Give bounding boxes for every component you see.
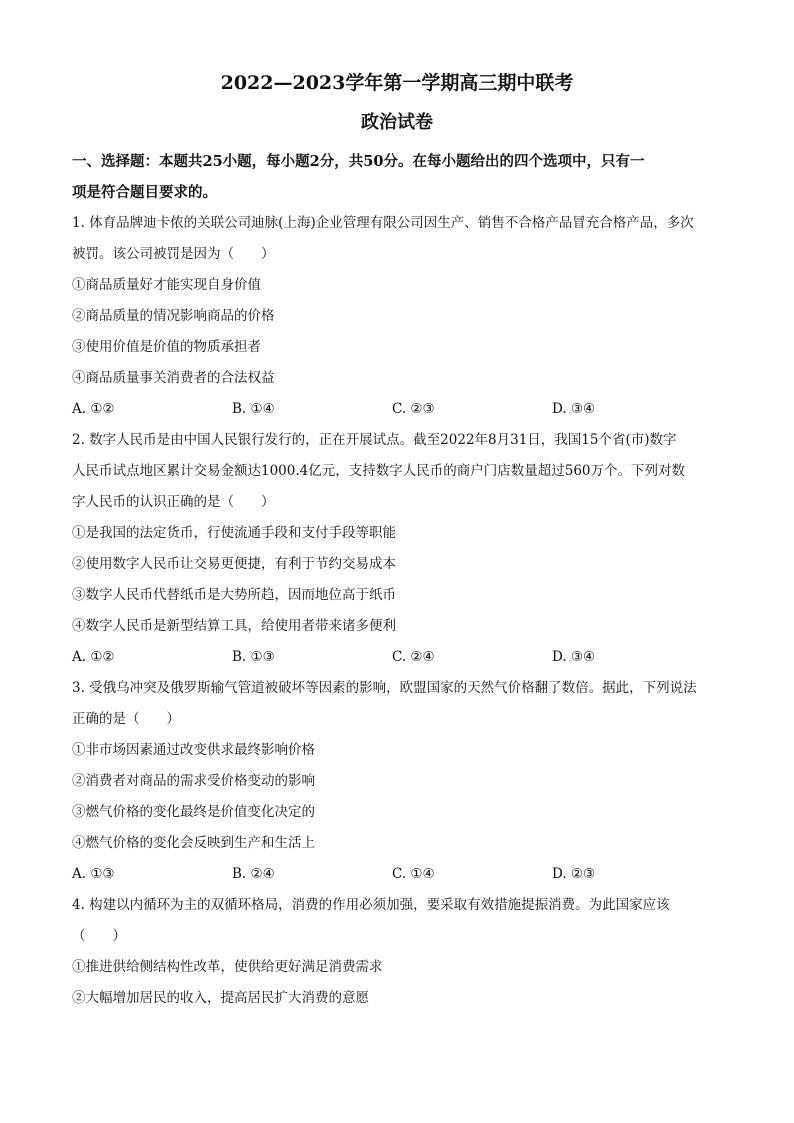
option-c: C. ②④: [392, 649, 435, 665]
option-c: C. ②③: [392, 401, 435, 417]
option-b: B. ①③: [232, 649, 275, 665]
option-d: D. ③④: [552, 401, 596, 417]
option-a: A. ①②: [72, 649, 115, 665]
question-stem-line: 字人民币的认识正确的是（ ）: [72, 494, 275, 510]
exam-title: 2022—2023学年第一学期高三期中联考: [220, 72, 574, 94]
option-d: D. ③④: [552, 649, 596, 665]
option-a: A. ①②: [72, 401, 115, 417]
question-3: [72, 673, 722, 890]
answer-options: [72, 394, 722, 425]
question-1: [72, 208, 722, 425]
question-stem-line: 2. 数字人民币是由中国人民银行发行的，正在开展试点。截至2022年8月31日，我国15个省(市)数字: [72, 432, 677, 448]
answer-options: [72, 859, 722, 890]
question-2: [72, 425, 722, 673]
question-stem-line: 3. 受俄乌冲突及俄罗斯输气管道被破坏等因素的影响，欧盟国家的天然气价格翻了数倍。据此，下列说法: [72, 680, 697, 696]
statement-item: ③使用价值是价值的物质承担者: [72, 339, 261, 355]
statement-item: ②大幅增加居民的收入，提高居民扩大消费的意愿: [72, 990, 369, 1006]
statement-item: ①商品质量好才能实现自身价值: [72, 277, 261, 293]
statement-item: ②消费者对商品的需求受价格变动的影响: [72, 773, 315, 789]
option-a: A. ①③: [72, 866, 115, 882]
statement-item: ④燃气价格的变化会反映到生产和生活上: [72, 835, 315, 851]
option-b: B. ②④: [232, 866, 275, 882]
answer-options: [72, 642, 722, 673]
question-stem-line: 4. 构建以内循环为主的双循环格局，消费的作用必须加强，要采取有效措施提振消费。为此国家应该: [72, 897, 670, 913]
question-stem-line: 正确的是（ ）: [72, 711, 180, 727]
statement-item: ①推进供给侧结构性改革，使供给更好满足消费需求: [72, 959, 383, 975]
statement-item: ②使用数字人民币让交易更便捷，有利于节约交易成本: [72, 556, 396, 572]
statement-item: ②商品质量的情况影响商品的价格: [72, 308, 275, 324]
section-heading-line-2: 项是符合题目要求的。: [72, 184, 217, 201]
question-4: [72, 890, 722, 1014]
section-heading-line-1: 一、选择题：本题共25小题，每小题2分，共50分。在每小题给出的四个选项中，只有一: [72, 153, 645, 170]
option-d: D. ②③: [552, 866, 596, 882]
option-c: C. ①④: [392, 866, 435, 882]
statement-item: ③数字人民币代替纸币是大势所趋，因而地位高于纸币: [72, 587, 396, 603]
statement-item: ①非市场因素通过改变供求最终影响价格: [72, 742, 315, 758]
statement-item: ③燃气价格的变化最终是价值变化决定的: [72, 804, 315, 820]
question-stem-line: 人民币试点地区累计交易金额达1000.4亿元，支持数字人民币的商户门店数量超过560万个。下列对数: [72, 463, 686, 479]
statement-item: ④数字人民币是新型结算工具，给使用者带来诸多便利: [72, 618, 396, 634]
question-stem-line: （ ）: [72, 928, 126, 944]
statement-item: ④商品质量事关消费者的合法权益: [72, 370, 275, 386]
statement-item: ①是我国的法定货币，行使流通手段和支付手段等职能: [72, 525, 396, 541]
exam-subject: 政治试卷: [361, 112, 433, 133]
option-b: B. ①④: [232, 401, 275, 417]
question-stem-line: 被罚。该公司被罚是因为（ ）: [72, 246, 275, 262]
question-stem-line: 1. 体育品牌迪卡侬的关联公司迪脉(上海)企业管理有限公司因生产、销售不合格产品冒充合格产品，多次: [72, 215, 694, 231]
